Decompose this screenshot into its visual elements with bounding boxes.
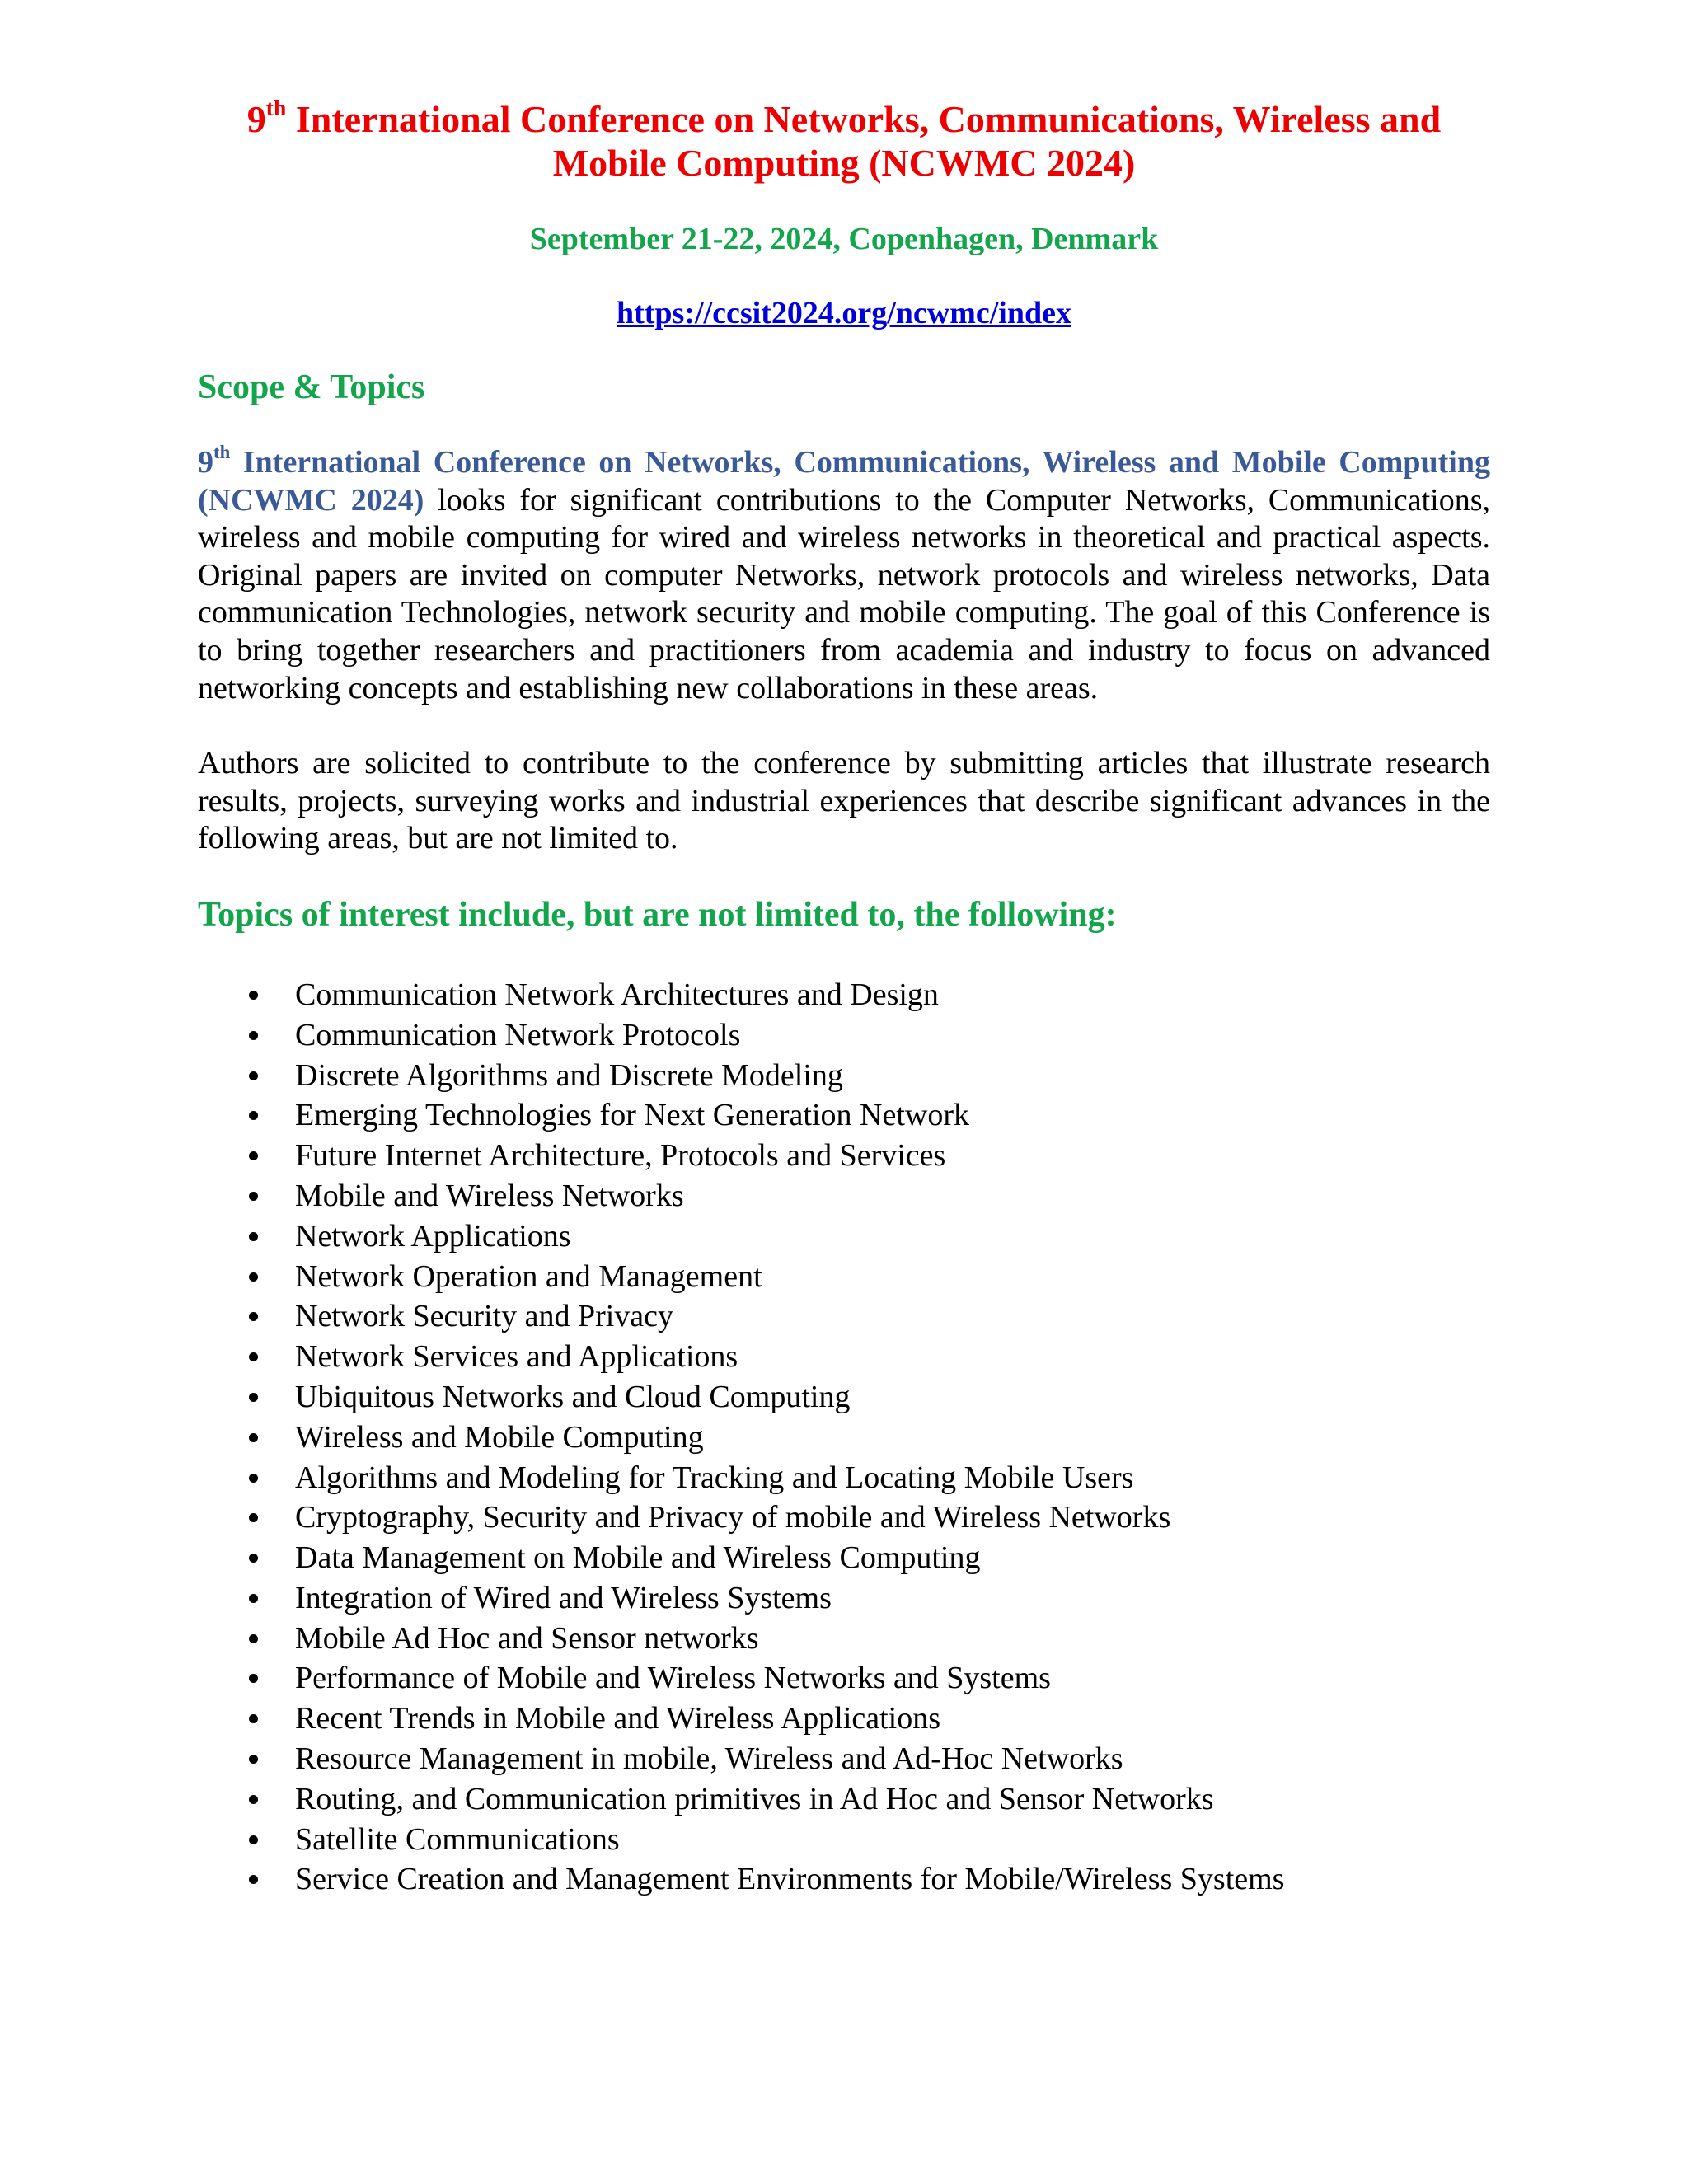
lead-superscript: th [213, 441, 231, 462]
topic-label: Future Internet Architecture, Protocols and Services [295, 1138, 946, 1174]
topic-list-item [198, 1015, 1490, 1056]
topic-label: Mobile and Wireless Networks [295, 1178, 684, 1213]
title-prefix: 9 [246, 98, 266, 140]
bullet-icon [249, 1474, 258, 1483]
bullet-icon [249, 1634, 258, 1643]
bullet-icon [249, 1111, 258, 1120]
topic-label: Discrete Algorithms and Discrete Modeling [295, 1057, 843, 1093]
topic-label: Resource Management in mobile, Wireless and Ad-Hoc Networks [295, 1741, 1123, 1777]
bullet-icon [249, 1554, 258, 1563]
topic-label: Network Security and Privacy [295, 1299, 674, 1334]
bullet-icon [249, 1594, 258, 1603]
bullet-icon [249, 1875, 258, 1884]
topic-list-item [198, 1296, 1490, 1337]
topic-label: Wireless and Mobile Computing [295, 1419, 704, 1455]
bullet-icon [249, 1151, 258, 1160]
topic-list-item [198, 1739, 1490, 1779]
bullet-icon [249, 1674, 258, 1683]
topic-label: Ubiquitous Networks and Cloud Computing [295, 1379, 851, 1414]
bullet-icon [249, 1393, 258, 1402]
conference-title [198, 0, 1490, 185]
topics-list [198, 975, 1490, 1900]
bullet-icon [249, 1352, 258, 1361]
topic-list-item [198, 1859, 1490, 1900]
scope-heading: Scope & Topics [198, 368, 425, 406]
topic-label: Integration of Wired and Wireless Systems [295, 1580, 832, 1615]
topic-list-item [198, 975, 1490, 1015]
topic-label: Algorithms and Modeling for Tracking and Locating Mobile Users [295, 1460, 1134, 1495]
topic-label: Mobile Ad Hoc and Sensor networks [295, 1620, 759, 1656]
topic-list-item [198, 1337, 1490, 1377]
bullet-icon [249, 1795, 258, 1804]
lead-rest: International Conference on Networks, Communications, Wireless and Mobile Computing (NCWMC 2024) [198, 445, 1490, 518]
topic-list-item [198, 1658, 1490, 1699]
topic-list-item [198, 1176, 1490, 1216]
topic-label: Cryptography, Security and Privacy of mobile and Wireless Networks [295, 1500, 1171, 1535]
topic-label: Network Services and Applications [295, 1339, 738, 1375]
title-rest: International Conference on Networks, Communications, Wireless and Mobile Computing (NCWMC 2024) [286, 98, 1442, 184]
topics-heading: Topics of interest include, but are not limited to, the following: [198, 895, 1117, 934]
lead-prefix: 9 [198, 445, 213, 480]
bullet-icon [249, 1071, 258, 1080]
topic-label: Satellite Communications [295, 1821, 620, 1857]
scope-paragraph-2: Authors are solicited to contribute to the conference by submitting articles that illustrate research results, projects, surveying works and industrial experiences that describe significant advances in the following areas, but are not limited to. [198, 746, 1490, 856]
topic-label: Data Management on Mobile and Wireless Computing [295, 1540, 981, 1576]
topic-list-item [198, 1056, 1490, 1096]
bullet-icon [249, 1192, 258, 1201]
topic-list-item [198, 1216, 1490, 1257]
bullet-icon [249, 1835, 258, 1844]
topic-label: Performance of Mobile and Wireless Networks and Systems [295, 1661, 1051, 1696]
bullet-icon [249, 1031, 258, 1040]
topic-label: Service Creation and Management Environments for Mobile/Wireless Systems [295, 1862, 1285, 1897]
topic-list-item [198, 1578, 1490, 1619]
bullet-icon [249, 1312, 258, 1321]
topic-label: Network Operation and Management [295, 1258, 762, 1294]
date-location: September 21-22, 2024, Copenhagen, Denmark [529, 222, 1159, 256]
scope-paragraph-1-text: looks for significant contributions to the Computer Networks, Communications, wireless and mobile computing for wired and wireless networks in theoretical and practical aspects. Original papers are invited on computer Networks, network protocols and wireless networks, Data communication Technologies, network security and mobile computing. The goal of this Conference is to bring together researchers and practitioners from academia and industry to focus on advanced networking concepts and establishing new collaborations in these areas. [198, 482, 1490, 705]
topic-list-item [198, 1779, 1490, 1820]
topic-label: Routing, and Communication primitives in Ad Hoc and Sensor Networks [295, 1781, 1214, 1816]
conference-url-line [198, 294, 1490, 332]
topic-list-item [198, 1136, 1490, 1176]
topic-list-item [198, 1820, 1490, 1860]
bullet-icon [249, 991, 258, 1000]
bullet-icon [249, 1433, 258, 1442]
topic-label: Communication Network Protocols [295, 1017, 741, 1052]
topic-list-item [198, 1538, 1490, 1578]
topic-list-item [198, 1619, 1490, 1659]
bullet-icon [249, 1755, 258, 1764]
topic-label: Recent Trends in Mobile and Wireless Applications [295, 1701, 941, 1736]
scope-paragraph-1 [198, 441, 1490, 707]
bullet-icon [249, 1272, 258, 1282]
topic-label: Emerging Technologies for Next Generation Network [295, 1098, 969, 1133]
bullet-icon [249, 1513, 258, 1522]
topic-list-item [198, 1377, 1490, 1418]
topic-label: Network Applications [295, 1218, 571, 1254]
bullet-icon [249, 1232, 258, 1241]
topic-list-item [198, 1095, 1490, 1136]
conference-url-link[interactable]: https://ccsit2024.org/ncwmc/index [616, 296, 1071, 330]
topic-list-item [198, 1458, 1490, 1498]
topic-list-item [198, 1699, 1490, 1739]
bullet-icon [249, 1714, 258, 1723]
title-superscript: th [265, 94, 287, 120]
topic-list-item [198, 1257, 1490, 1297]
topic-list-item [198, 1418, 1490, 1458]
topic-label: Communication Network Architectures and Design [295, 977, 939, 1012]
topic-list-item [198, 1497, 1490, 1538]
